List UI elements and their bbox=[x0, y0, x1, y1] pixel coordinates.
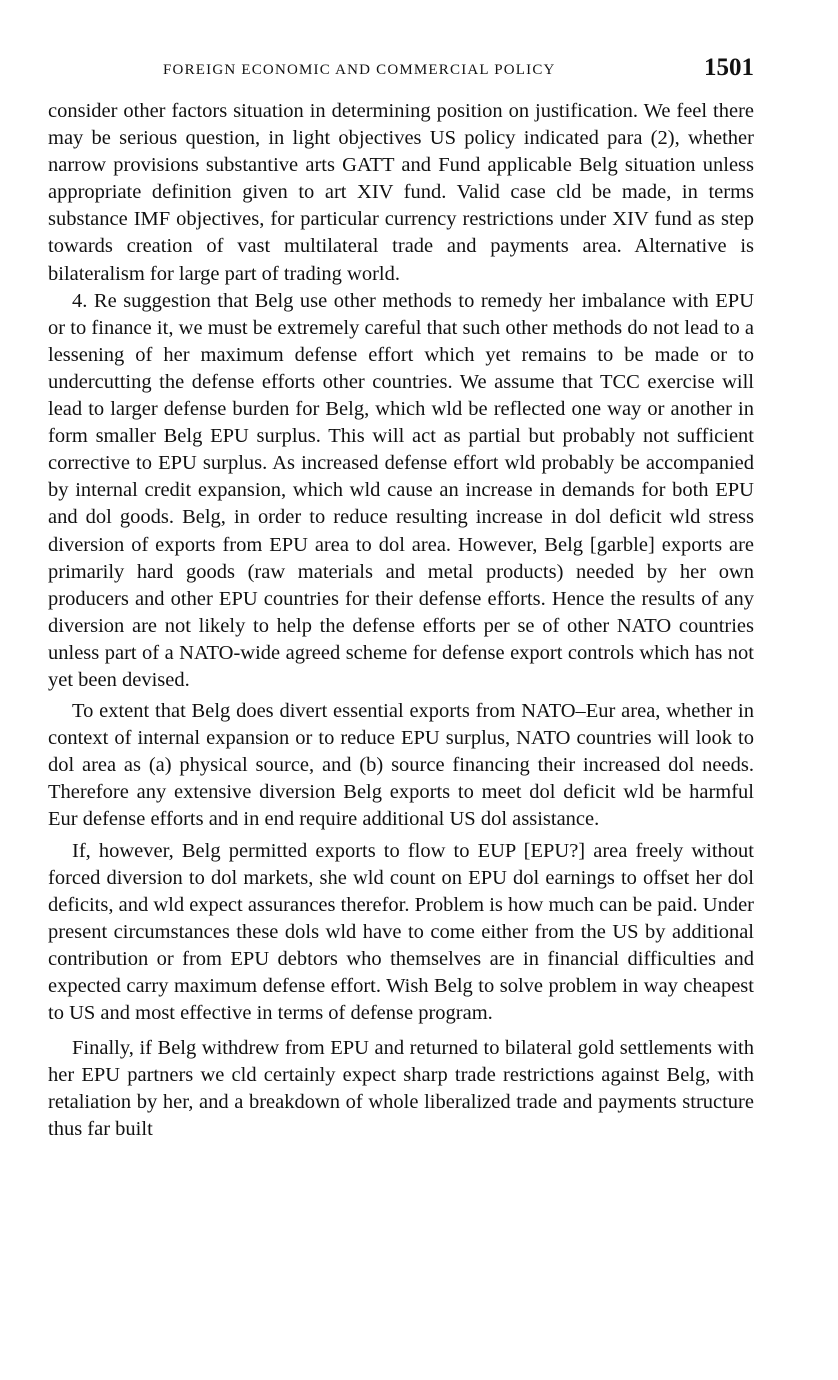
paragraph-diversion: To extent that Belg does divert essential exports from NATO–Eur area, whether in context of internal expansion or to reduce EPU surplus, NATO countries will look to dol area as (a) physical source, and (b) source financing their increased dol needs. Therefore any extensive diversion Belg exports to meet dol deficit wld be harmful Eur defense efforts and in end require additional US dol assistance. bbox=[48, 700, 754, 831]
paragraph-continuation: consider other factors situation in determining position on justification. We feel there may be serious question, in light objectives US policy indicated para (2), whether narrow provisions substantive arts GATT and Fund applicable Belg situation unless appropriate definition given to art XIV fund. Valid case cld be made, in terms substance IMF objectives, for particular currency restrictions under XIV fund as step towards creation of vast multilateral trade and payments area. Alternative is bilateralism for large part of trading world. bbox=[48, 100, 754, 285]
running-title: FOREIGN ECONOMIC AND COMMERCIAL POLICY bbox=[163, 62, 556, 78]
paragraph-withdrawal: Finally, if Belg withdrew from EPU and returned to bilateral gold settlements with her EPU partners we cld certainly expect sharp trade restrictions against Belg, with retaliation by her, and a breakdown of whole liberalized trade and payments structure thus far built bbox=[48, 1037, 754, 1141]
paragraph-epu-earnings: If, however, Belg permitted exports to flow to EUP [EPU?] area freely without forced diversion to dol markets, she wld count on EPU dol earnings to offset her dol deficits, and wld expect assurances therefor. Problem is how much can be paid. Under present circumstances these dols wld have to come either from the US by additional contribution or from EPU debtors who themselves are in financial difficulties and expected carry maximum defense effort. Wish Belg to solve problem in way cheapest to US and most effective in terms of defense program. bbox=[48, 839, 754, 1025]
body-text bbox=[48, 98, 754, 1144]
paragraph-4: 4. Re suggestion that Belg use other methods to remedy her imbalance with EPU or to finance it, we must be extremely careful that such other methods do not lead to a lessening of her maximum defense effort which yet remains to be made or to undercutting the defense efforts other countries. We assume that TCC exercise will lead to larger defense burden for Belg, which wld be reflected one way or another in form smaller Belg EPU surplus. This will act as partial but probably not sufficient corrective to EPU surplus. As increased defense effort wld probably be accompanied by internal credit expansion, which wld cause an increase in demands for both EPU and dol goods. Belg, in order to reduce resulting increase in dol deficit wld stress diversion of exports from EPU area to dol area. However, Belg [garble] exports are primarily hard goods (raw materials and metal products) needed by her own producers and other EPU countries for their defense efforts. Hence the results of any diversion are not likely to help the defense efforts per se of other NATO countries unless part of a NATO-wide agreed scheme for defense export controls which has not yet been devised. bbox=[48, 289, 754, 691]
running-header bbox=[48, 52, 754, 92]
document-page bbox=[48, 52, 754, 1144]
page-number: 1501 bbox=[704, 54, 754, 81]
